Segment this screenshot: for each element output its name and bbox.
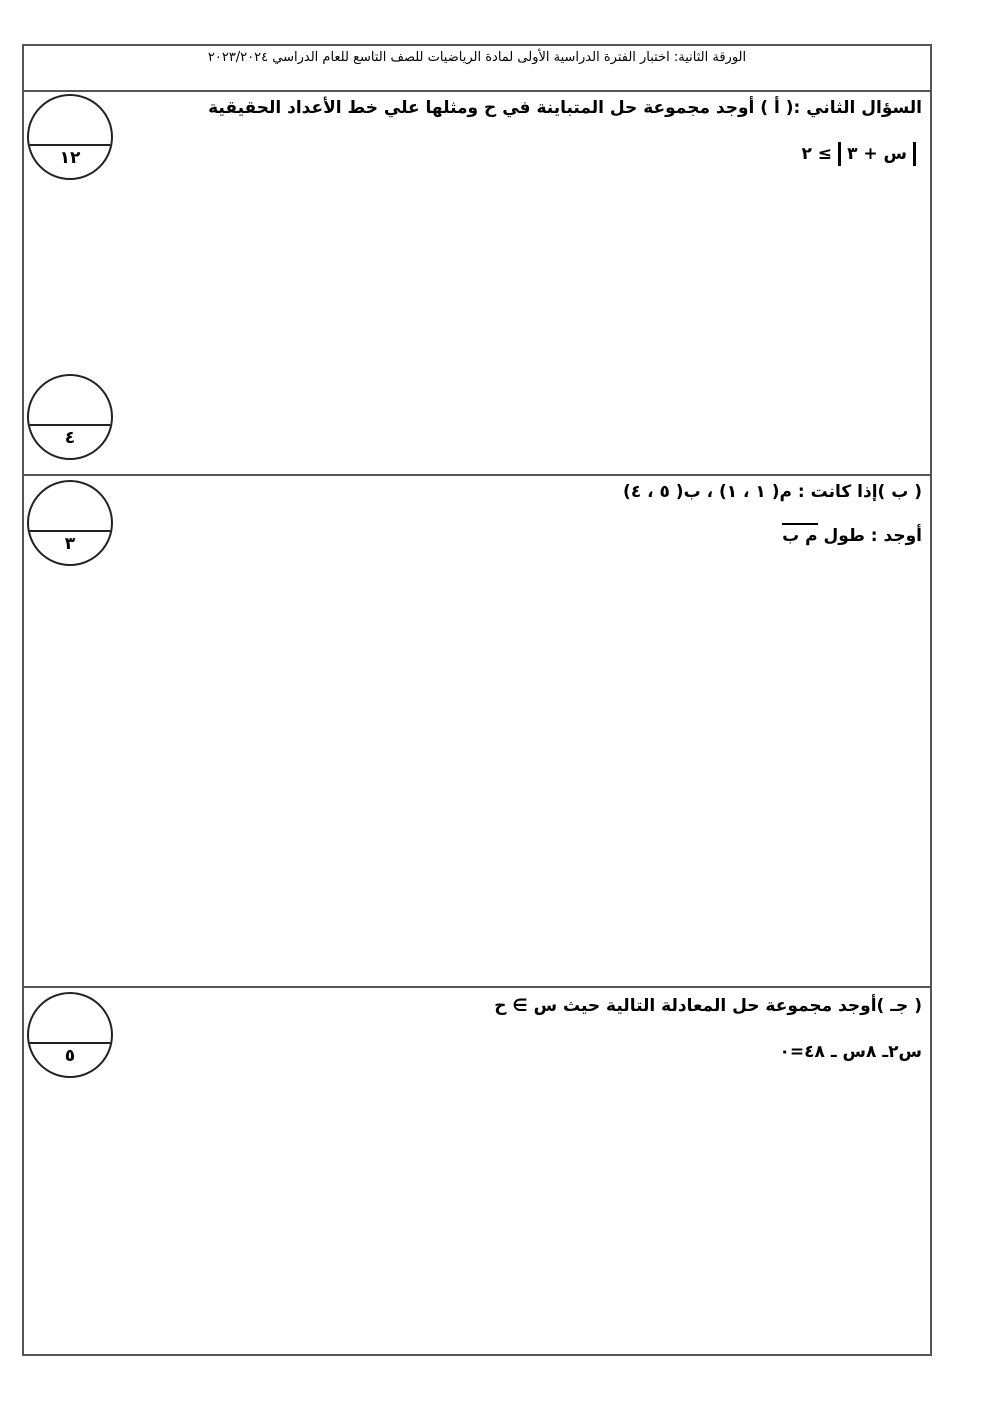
score-part-a: ٤ — [64, 428, 76, 448]
page-header: الورقة الثانية: اختبار الفترة الدراسية الأولى لمادة الرياضيات للصف التاسع للعام الدراسي ٢٠٢٣/٢٠٢٤ — [207, 50, 747, 65]
inequality-relation: ≥ ٢ — [801, 144, 833, 164]
abs-inner: س + ٣ — [847, 144, 907, 164]
score-part-c: ٥ — [64, 1046, 76, 1066]
score-total: ١٢ — [59, 148, 81, 168]
question-b-prompt: ( ب )إذا كانت : ﻡ( ١ ، ١) ، ب( ٥ ، ٤) — [623, 482, 922, 502]
score-circle-total — [27, 94, 113, 180]
score-circle-part-b — [27, 480, 113, 566]
question-a-prompt: السؤال الثاني :( أ ) أوجد مجموعة حل المتباينة في ح ومثلها علي خط الأعداد الحقيقية — [208, 98, 922, 118]
section-question-c — [24, 988, 930, 1354]
section-question-b — [24, 476, 930, 986]
section-question-a — [24, 92, 930, 474]
abs-bar-left — [838, 142, 841, 166]
question-c-equation: س٢ـ ٨س ـ ٤٨=٠ — [779, 1042, 922, 1062]
score-circle-part-a — [27, 374, 113, 460]
score-part-b: ٣ — [64, 534, 76, 554]
segment-label: ﻡ ب — [782, 523, 817, 546]
question-a-expression — [802, 142, 923, 166]
exam-sheet — [22, 44, 932, 1356]
find-label: أوجد : طول — [823, 526, 922, 546]
question-c-prompt: ( جـ )أوجد مجموعة حل المعادلة التالية حيث س ∋ ح — [494, 996, 922, 1016]
abs-bar-right — [913, 142, 916, 166]
score-circle-part-c — [27, 992, 113, 1078]
question-b-find — [782, 526, 922, 546]
